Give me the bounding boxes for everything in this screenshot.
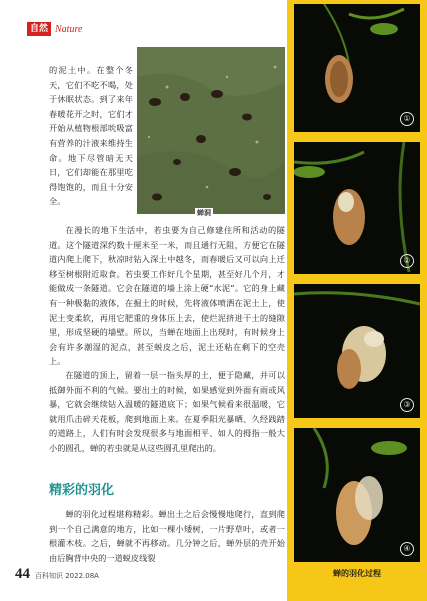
paragraph-1: 的泥土中。在整个冬天，它们不吃不喝，处于休眠状态。到了来年春暖花开之时，它们才开始从植物根部吮吸富有营养的汁液来维持生命。地下尽管暗无天日，它们却能在那里吃得饱饱的，而且十分安全。	[49, 65, 133, 207]
molting-photo-1	[294, 4, 420, 132]
paragraph-2: 在漫长的地下生活中，若虫要为自己修建住所和活动的隧道。这个隧道深约数十厘米至一米，而且通行无阻，方便它在隧道内爬上爬下，秋凉时钻入深土中越冬，而春暖后又可以向上迁移至树根附近取食。若虫要工作好几个星期，甚至好几个月，才能做成一条隧道。它会在隧道的墙上涂上硬“水泥”。它的身上藏有一种极黏的液体，在掘土的时候，先将液体喷洒在泥土上，使泥土变柔软，再用它肥重的身体压上去，使烂泥挤进干土的缝隙里，形成坚硬的墙壁。所以，当蝉在地面上出现时，有时候身上会有许多潮湿的泥点，甚至蜕皮之后，泥土还粘在剩下的空壳上。	[49, 225, 285, 367]
section-english-name: Nature	[55, 23, 83, 35]
journal-issue: 百科知识 2022.08A	[35, 572, 99, 580]
paragraph-3: 在隧道的顶上，留着一层一指头厚的土，便于隐藏，并可以抵御外面不利的气候。要出土的时候，如果感觉到外面有雨或风暴，它就会继续钻入温暖的隧道底下；如果气候看来很温暖，它就用爪击碎天花板，爬到地面上来。在夏季阳光暴晒、久经践踏的道路上，人们有时会发现很多与地面相平、如人的拇指一般大小的圆孔，蝉的若虫就是从这些圆孔里爬出的。	[49, 370, 285, 453]
molting-photo-2	[294, 142, 420, 274]
photo-number-1: ①	[400, 112, 414, 126]
page-footer	[15, 566, 99, 583]
photo-number-3: ③	[400, 398, 414, 412]
paragraph-4: 蝉的羽化过程堪称精彩。蝉出土之后会慢慢地爬行，直到爬到一个自己满意的地方，比如一棵小矮树，一片野草叶，或者一根灌木枝。之后，蝉就不再移动。几分钟之后，蝉外层的壳开始由后胸背中央的一道蜕皮线裂	[49, 509, 285, 563]
section-title: 精彩的羽化	[49, 483, 115, 498]
section-tag: 自然	[27, 22, 51, 36]
ground-photo-caption: 蝉洞	[197, 209, 211, 217]
page-number: 44	[15, 566, 30, 582]
molting-photo-4	[294, 428, 420, 562]
photo-number-4: ④	[400, 542, 414, 556]
section-header	[27, 22, 82, 36]
cicada-holes-photo	[137, 47, 285, 214]
photo-strip-caption: 蝉的羽化过程	[333, 569, 381, 578]
molting-photo-3	[294, 284, 420, 418]
photo-number-2: ②	[400, 254, 414, 268]
